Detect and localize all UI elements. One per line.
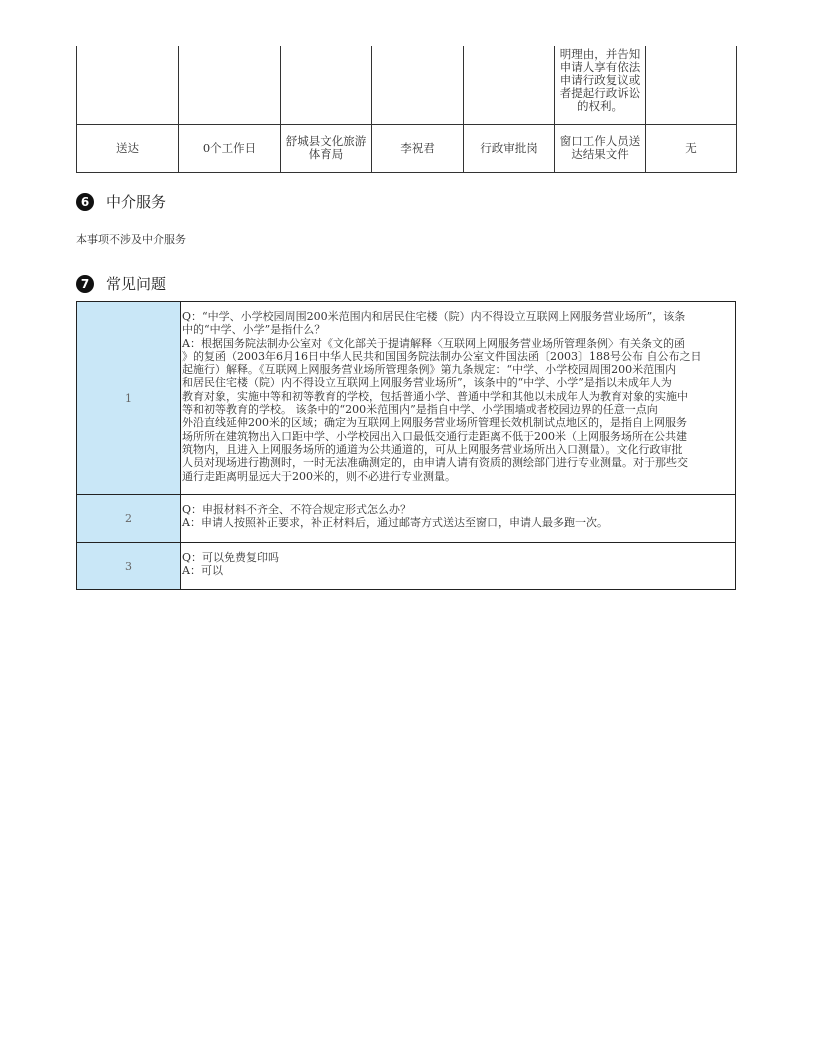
faq-line: 通行走距离明显远大于200米的，则不必进行专业测量。: [182, 469, 456, 483]
department-line: 舒城县文化旅游: [285, 134, 367, 148]
process-person-cell: 李祝君: [372, 124, 464, 172]
note-line: 明理由，并告知: [559, 47, 641, 61]
intermediary-text: 本事项不涉及中介服务: [76, 233, 186, 246]
faq-line: Q：“中学、小学校园周围200米范围内和居民住宅楼（院）内不得设立互联网上网服务营业场所”，该条: [182, 310, 686, 323]
faq-line: 筑物内，且进入上网服务场所的通道为公共通道的，可从上网服务营业场所出入口测量）。文化行政审批: [182, 442, 683, 456]
faq-content: [181, 302, 736, 495]
process-result-cell: 无: [646, 124, 737, 172]
faq-table: [76, 301, 736, 590]
process-step-cell: 送达: [77, 124, 179, 172]
process-note-cell: [555, 46, 646, 124]
faq-line: A：根据国务院法制办公室对《文化部关于提请解释〈互联网上网服务营业场所管理条例〉有关条文的函: [182, 336, 685, 350]
process-row-continued: [77, 46, 737, 124]
department-line: 体育局: [308, 147, 344, 161]
faq-line: Q：申报材料不齐全、不符合规定形式怎么办？: [182, 503, 412, 516]
section-number-badge: 7: [76, 275, 94, 293]
section-intermediary-header: [76, 191, 166, 212]
faq-line: Q：可以免费复印吗: [182, 551, 280, 564]
process-row-delivery: [77, 124, 737, 172]
faq-line: 等和初等教育的学校。 该条中的“200米范围内”是指自中学、小学围墙或者校园边界的任意一点向: [182, 403, 658, 417]
standard-line: 达结果文件: [571, 147, 629, 161]
section-faq-header: [76, 273, 166, 294]
faq-content: [181, 543, 736, 590]
table-cell: [372, 46, 464, 124]
note-line: 申请人享有依法: [559, 60, 641, 74]
process-time-cell: 0个工作日: [179, 124, 281, 172]
note-line: 的权利。: [577, 99, 623, 113]
faq-index: 3: [77, 543, 181, 590]
table-cell: [281, 46, 372, 124]
faq-content: [181, 495, 736, 543]
table-cell: [464, 46, 555, 124]
faq-line: 外沿直线延伸200米的区域；确定为互联网上网服务营业场所管理长效机制试点地区的，是指自上网服务: [182, 416, 687, 430]
faq-row: [77, 302, 736, 495]
note-line: 者提起行政诉讼: [559, 86, 641, 100]
process-standard-cell: [555, 124, 646, 172]
table-cell: [179, 46, 281, 124]
section-number-badge: 6: [76, 193, 94, 211]
faq-line: 》的复函（2003年6月16日中华人民共和国国务院法制办公室文件国法函〔2003〕188号公布 自公布之日: [182, 349, 702, 363]
process-department-cell: [281, 124, 372, 172]
faq-line: 教育对象，实施中等和初等教育的学校，包括普通小学、普通中学和其他以未成年人为教育对象的实施中: [182, 389, 688, 403]
faq-row: [77, 543, 736, 590]
faq-line: 人员对现场进行勘测时，一时无法准确测定的，由申请人请有资质的测绘部门进行专业测量。对于那些交: [182, 456, 688, 470]
faq-line: 和居民住宅楼（院）内不得设立互联网上网服务营业场所”，该条中的“中学、小学”是指以未成年人为: [182, 376, 672, 390]
faq-line: A：申请人按照补正要求，补正材料后，通过邮寄方式送达至窗口，申请人最多跑一次。: [182, 516, 608, 530]
note-line: 申请行政复议或: [559, 73, 641, 87]
standard-line: 窗口工作人员送: [559, 134, 641, 148]
table-cell: [77, 46, 179, 124]
faq-index: 2: [77, 495, 181, 543]
faq-index: 1: [77, 302, 181, 495]
faq-row: [77, 495, 736, 543]
process-post-cell: 行政审批岗: [464, 124, 555, 172]
process-table: [76, 46, 737, 173]
faq-line: A：可以: [182, 564, 223, 578]
faq-line: 中的“中学、小学”是指什么？: [182, 323, 326, 337]
section-title: 中介服务: [106, 193, 167, 211]
faq-line: 场所所在建筑物出入口距中学、小学校园出入口最低交通行走距离不低于200米（上网服务场所在公共建: [182, 429, 687, 443]
faq-line: 起施行）解释。《互联网上网服务营业场所管理条例》第九条规定：“中学、小学校园周围200米范围内: [182, 363, 677, 377]
table-cell: [646, 46, 737, 124]
section-title: 常见问题: [106, 275, 167, 293]
